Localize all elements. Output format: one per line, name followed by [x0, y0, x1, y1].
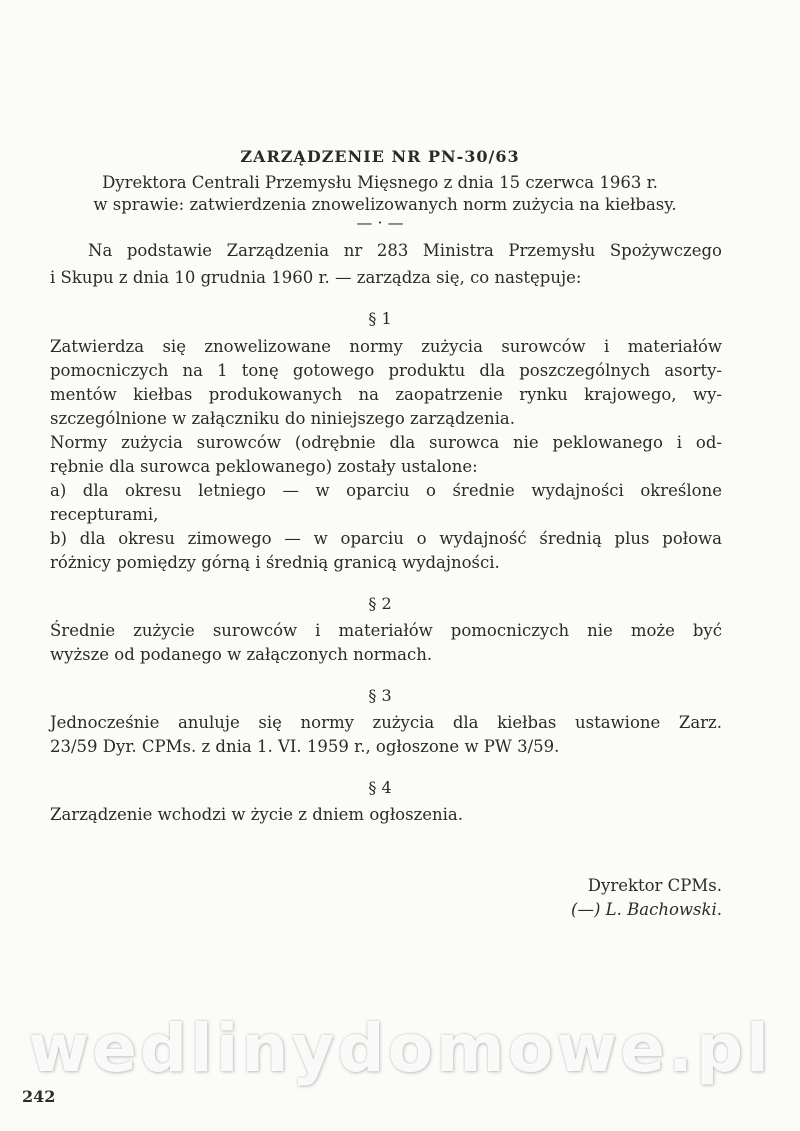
document-subtitle-line1: Dyrektora Centrali Przemysłu Mięsnego z dnia 15 czerwca 1963 r.	[102, 173, 658, 192]
signature-role: Dyrektor CPMs.	[587, 876, 722, 895]
section1-line: różnicy pomiędzy górną i średnią granicą wydajności.	[50, 553, 500, 572]
section-mark-3: § 3	[368, 686, 392, 705]
section1-line: pomocniczych na 1 tonę gotowego produktu dla poszczególnych asorty-	[50, 361, 722, 380]
section1-line: recepturami,	[50, 505, 159, 524]
section1-line: rębnie dla surowca peklowanego) zostały ustalone:	[50, 457, 478, 476]
section1-line: a) dla okresu letniego — w oparciu o średnie wydajności określone	[50, 481, 722, 500]
document-subtitle-line2: w sprawie: zatwierdzenia znowelizowanych norm zużycia na kiełbasy.	[93, 195, 677, 214]
section1-line: mentów kiełbas produkowanych na zaopatrzenie rynku krajowego, wy-	[50, 385, 722, 404]
preamble-line2: i Skupu z dnia 10 grudnia 1960 r. — zarządza się, co następuje:	[50, 268, 582, 287]
section2-line: wyższe od podanego w załączonych normach.	[50, 645, 433, 664]
watermark: wedlinydomowe.pl	[28, 1010, 772, 1087]
section1-line: Zatwierdza się znowelizowane normy zużycia surowców i materiałów	[50, 337, 722, 356]
section-mark-2: § 2	[368, 594, 392, 613]
preamble-line1: Na podstawie Zarządzenia nr 283 Ministra Przemysłu Spożywczego	[88, 241, 722, 260]
signature-name: (—) L. Bachowski.	[571, 900, 722, 919]
section1-line: b) dla okresu zimowego — w oparciu o wydajność średnią plus połowa	[50, 529, 722, 548]
document-title: ZARZĄDZENIE NR PN-30/63	[240, 147, 520, 166]
section-mark-4: § 4	[368, 778, 392, 797]
section1-line: Normy zużycia surowców (odrębnie dla surowca nie peklowanego i od-	[50, 433, 722, 452]
page-number: 242	[22, 1087, 56, 1106]
section1-line: szczególnione w załączniku do niniejszego zarządzenia.	[50, 409, 515, 428]
separator: — · —	[356, 213, 404, 232]
section-mark-1: § 1	[368, 309, 392, 328]
section2-line: Średnie zużycie surowców i materiałów pomocniczych nie może być	[50, 621, 722, 640]
section4-line: Zarządzenie wchodzi w życie z dniem ogłoszenia.	[50, 805, 464, 824]
section3-line: 23/59 Dyr. CPMs. z dnia 1. VI. 1959 r., ogłoszone w PW 3/59.	[50, 737, 560, 756]
section3-line: Jednocześnie anuluje się normy zużycia dla kiełbas ustawione Zarz.	[50, 713, 722, 732]
